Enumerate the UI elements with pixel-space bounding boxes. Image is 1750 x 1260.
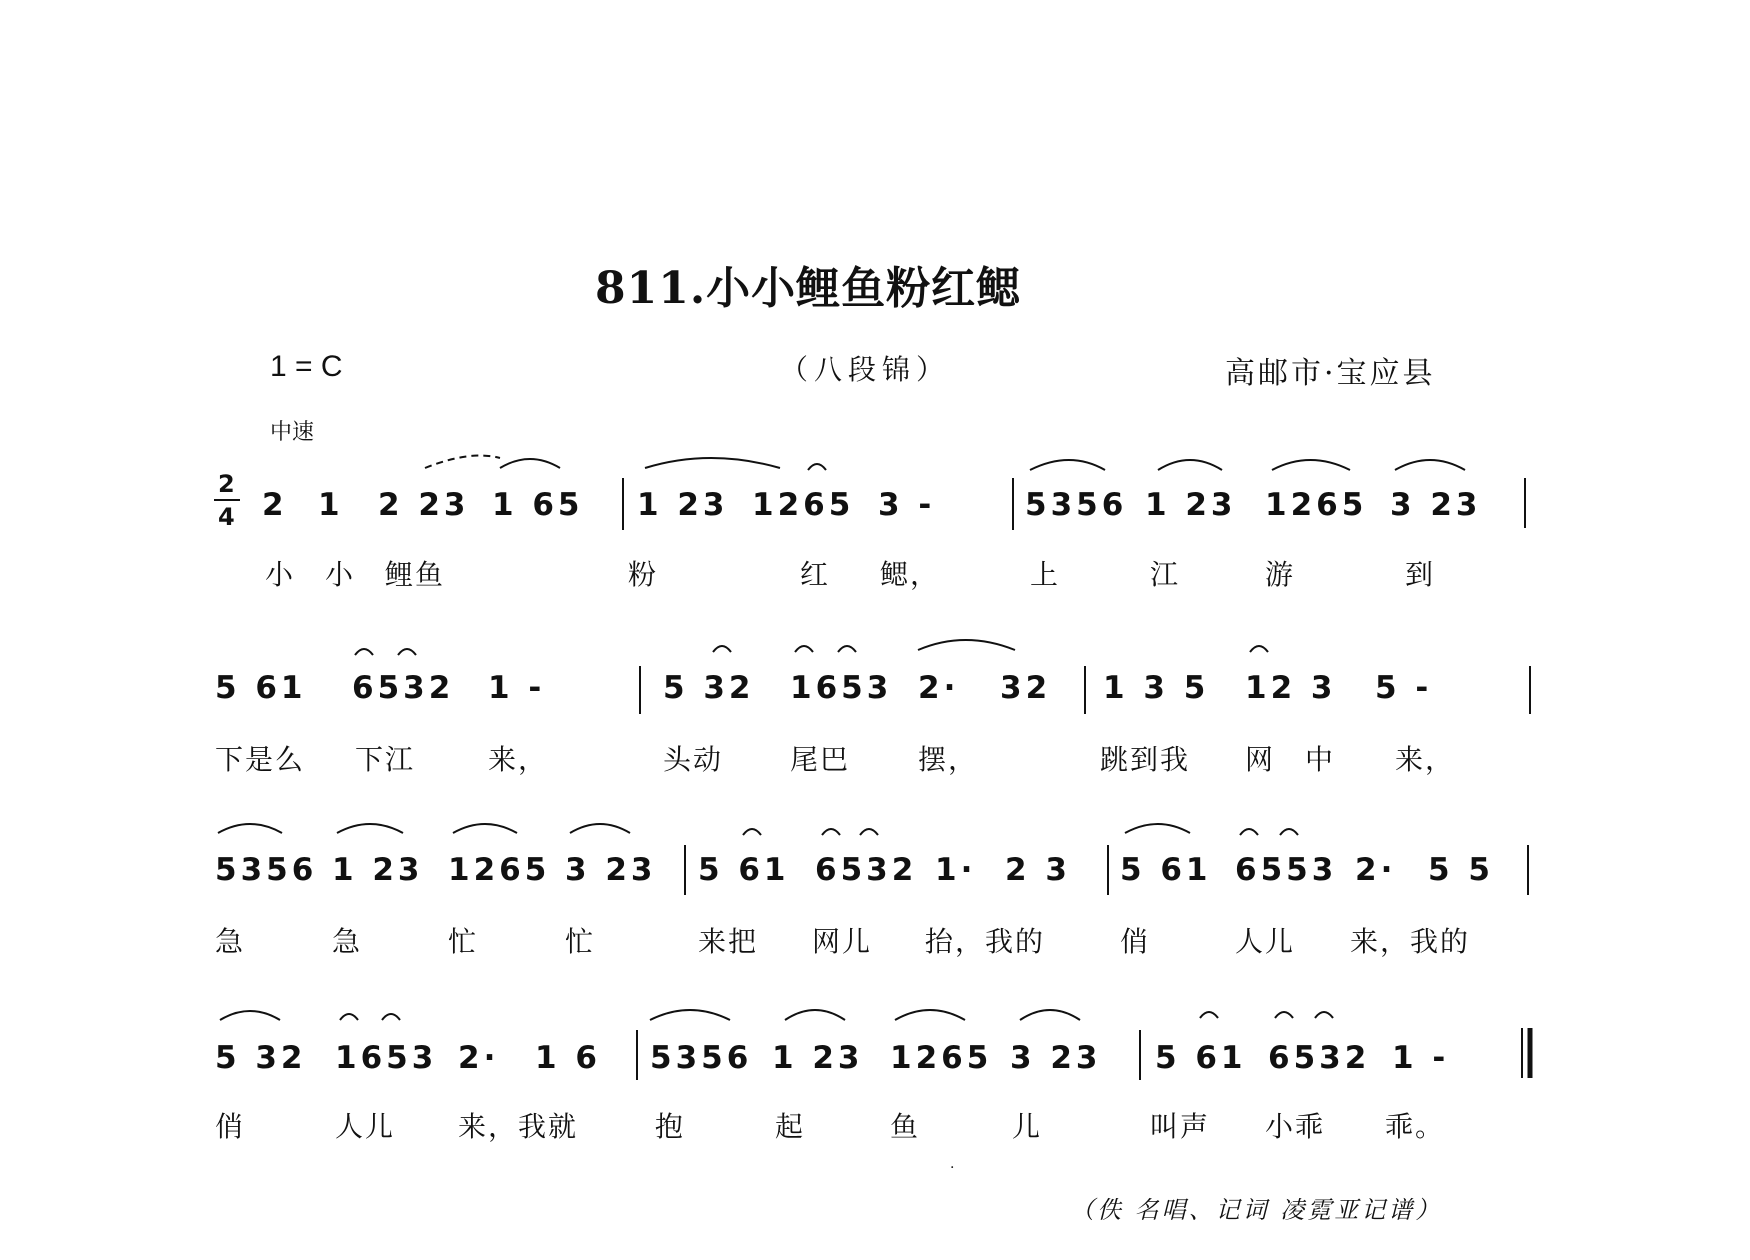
note-group: 2 3 bbox=[1005, 852, 1071, 888]
note-group: 1 65 bbox=[492, 487, 584, 523]
lyric: 叫声 bbox=[1150, 1110, 1211, 1143]
lyric: 游 bbox=[1265, 558, 1296, 591]
key-signature: 1 = C bbox=[270, 350, 343, 383]
song-origin: 高邮市·宝应县 bbox=[1225, 356, 1436, 391]
note-group: 3 23 bbox=[1390, 487, 1482, 523]
song-title: 811.小小鲤鱼粉红鳃 bbox=[595, 263, 1022, 314]
stray-dot: · bbox=[950, 1160, 955, 1176]
lyric: 人儿 bbox=[335, 1110, 396, 1143]
lyric: 小 bbox=[265, 558, 296, 591]
lyric: 鲤鱼 bbox=[385, 558, 446, 591]
note-group: 5 61 bbox=[1155, 1040, 1247, 1076]
note-group: 5356 bbox=[215, 852, 318, 888]
note-group: 6553 bbox=[1235, 852, 1338, 888]
lyric: 俏 bbox=[1120, 925, 1151, 958]
note-group: 1653 bbox=[790, 670, 893, 706]
note-group: 12 3 bbox=[1245, 670, 1337, 706]
lyric: 来， bbox=[488, 743, 549, 776]
lyric: 起 bbox=[775, 1110, 806, 1143]
lyric: 人儿 bbox=[1235, 925, 1296, 958]
tune-name: （八段锦） bbox=[780, 353, 951, 386]
note-group: 5 61 bbox=[698, 852, 790, 888]
note-group: 1265 bbox=[1265, 487, 1368, 523]
lyric: 跳到我 bbox=[1100, 743, 1191, 776]
time-signature-top: 2 bbox=[218, 470, 235, 498]
note-group: 1 - bbox=[1392, 1040, 1450, 1076]
lyric: 头动 bbox=[663, 743, 724, 776]
note-group: 1 - bbox=[488, 670, 546, 706]
note-group: 2· bbox=[918, 670, 960, 706]
lyric: 来， bbox=[1395, 743, 1456, 776]
lyric: 到 bbox=[1405, 558, 1436, 591]
lyric: 抬，我的 bbox=[925, 925, 1046, 958]
note-group: 1· bbox=[935, 852, 977, 888]
note-group: 6532 bbox=[1268, 1040, 1371, 1076]
lyric: 网 bbox=[1245, 743, 1276, 776]
lyric: 急 bbox=[215, 925, 246, 958]
tempo-marking: 中速 bbox=[270, 420, 315, 445]
credits: （佚 名唱、记词 凌霓亚记谱） bbox=[1070, 1196, 1443, 1224]
note-group: 5356 bbox=[1025, 487, 1128, 523]
note-group: 32 bbox=[1000, 670, 1052, 706]
lyric: 鱼 bbox=[890, 1110, 921, 1143]
lyric: 上 bbox=[1030, 558, 1061, 591]
note-group: 2 23 bbox=[378, 487, 470, 523]
lyric: 小乖 bbox=[1265, 1110, 1326, 1143]
note-group: 1 23 bbox=[332, 852, 424, 888]
note-group: 2 bbox=[262, 487, 288, 523]
lyric: 乖。 bbox=[1385, 1110, 1446, 1143]
lyric: 摆， bbox=[918, 743, 979, 776]
note-group: 1653 bbox=[335, 1040, 438, 1076]
note-group: 1 23 bbox=[1145, 487, 1237, 523]
note-group: 2· bbox=[458, 1040, 500, 1076]
lyric: 下是么 bbox=[215, 743, 306, 776]
note-group: 1265 bbox=[448, 852, 551, 888]
note-group: 5 32 bbox=[663, 670, 755, 706]
note-group: 5 61 bbox=[215, 670, 307, 706]
lyric: 红 bbox=[800, 558, 831, 591]
note-group: 3 23 bbox=[565, 852, 657, 888]
lyric: 小 bbox=[325, 558, 356, 591]
note-group: 5 - bbox=[1375, 670, 1433, 706]
lyric: 忙 bbox=[448, 925, 479, 958]
note-group: 1 3 5 bbox=[1103, 670, 1210, 706]
note-group: 1 23 bbox=[637, 487, 729, 523]
lyric: 抱 bbox=[655, 1110, 686, 1143]
note-group: 5356 bbox=[650, 1040, 753, 1076]
lyric: 来把 bbox=[698, 925, 759, 958]
lyric: 网儿 bbox=[812, 925, 873, 958]
note-group: 3 - bbox=[878, 487, 936, 523]
note-group: 1265 bbox=[890, 1040, 993, 1076]
note-group: 1 bbox=[318, 487, 344, 523]
note-group: 1 23 bbox=[772, 1040, 864, 1076]
lyric: 中 bbox=[1305, 743, 1336, 776]
lyric: 江 bbox=[1150, 558, 1181, 591]
time-signature-bottom: 4 bbox=[218, 503, 235, 531]
lyric: 来，我的 bbox=[1350, 925, 1471, 958]
note-group: 6532 bbox=[352, 670, 455, 706]
note-group: 1265 bbox=[752, 487, 855, 523]
note-group: 6532 bbox=[815, 852, 918, 888]
lyric: 忙 bbox=[565, 925, 596, 958]
lyric: 下江 bbox=[355, 743, 416, 776]
lyric: 尾巴 bbox=[790, 743, 851, 776]
note-group: 5 61 bbox=[1120, 852, 1212, 888]
lyric: 鳃， bbox=[880, 558, 941, 591]
note-group: 1 6 bbox=[535, 1040, 601, 1076]
note-group: 5 32 bbox=[215, 1040, 307, 1076]
note-group: 5 5 bbox=[1428, 852, 1494, 888]
lyric: 儿 bbox=[1012, 1110, 1043, 1143]
note-group: 2· bbox=[1355, 852, 1397, 888]
lyric: 来，我就 bbox=[458, 1110, 579, 1143]
lyric: 俏 bbox=[215, 1110, 246, 1143]
lyric: 粉 bbox=[628, 558, 659, 591]
lyric: 急 bbox=[332, 925, 363, 958]
note-group: 3 23 bbox=[1010, 1040, 1102, 1076]
